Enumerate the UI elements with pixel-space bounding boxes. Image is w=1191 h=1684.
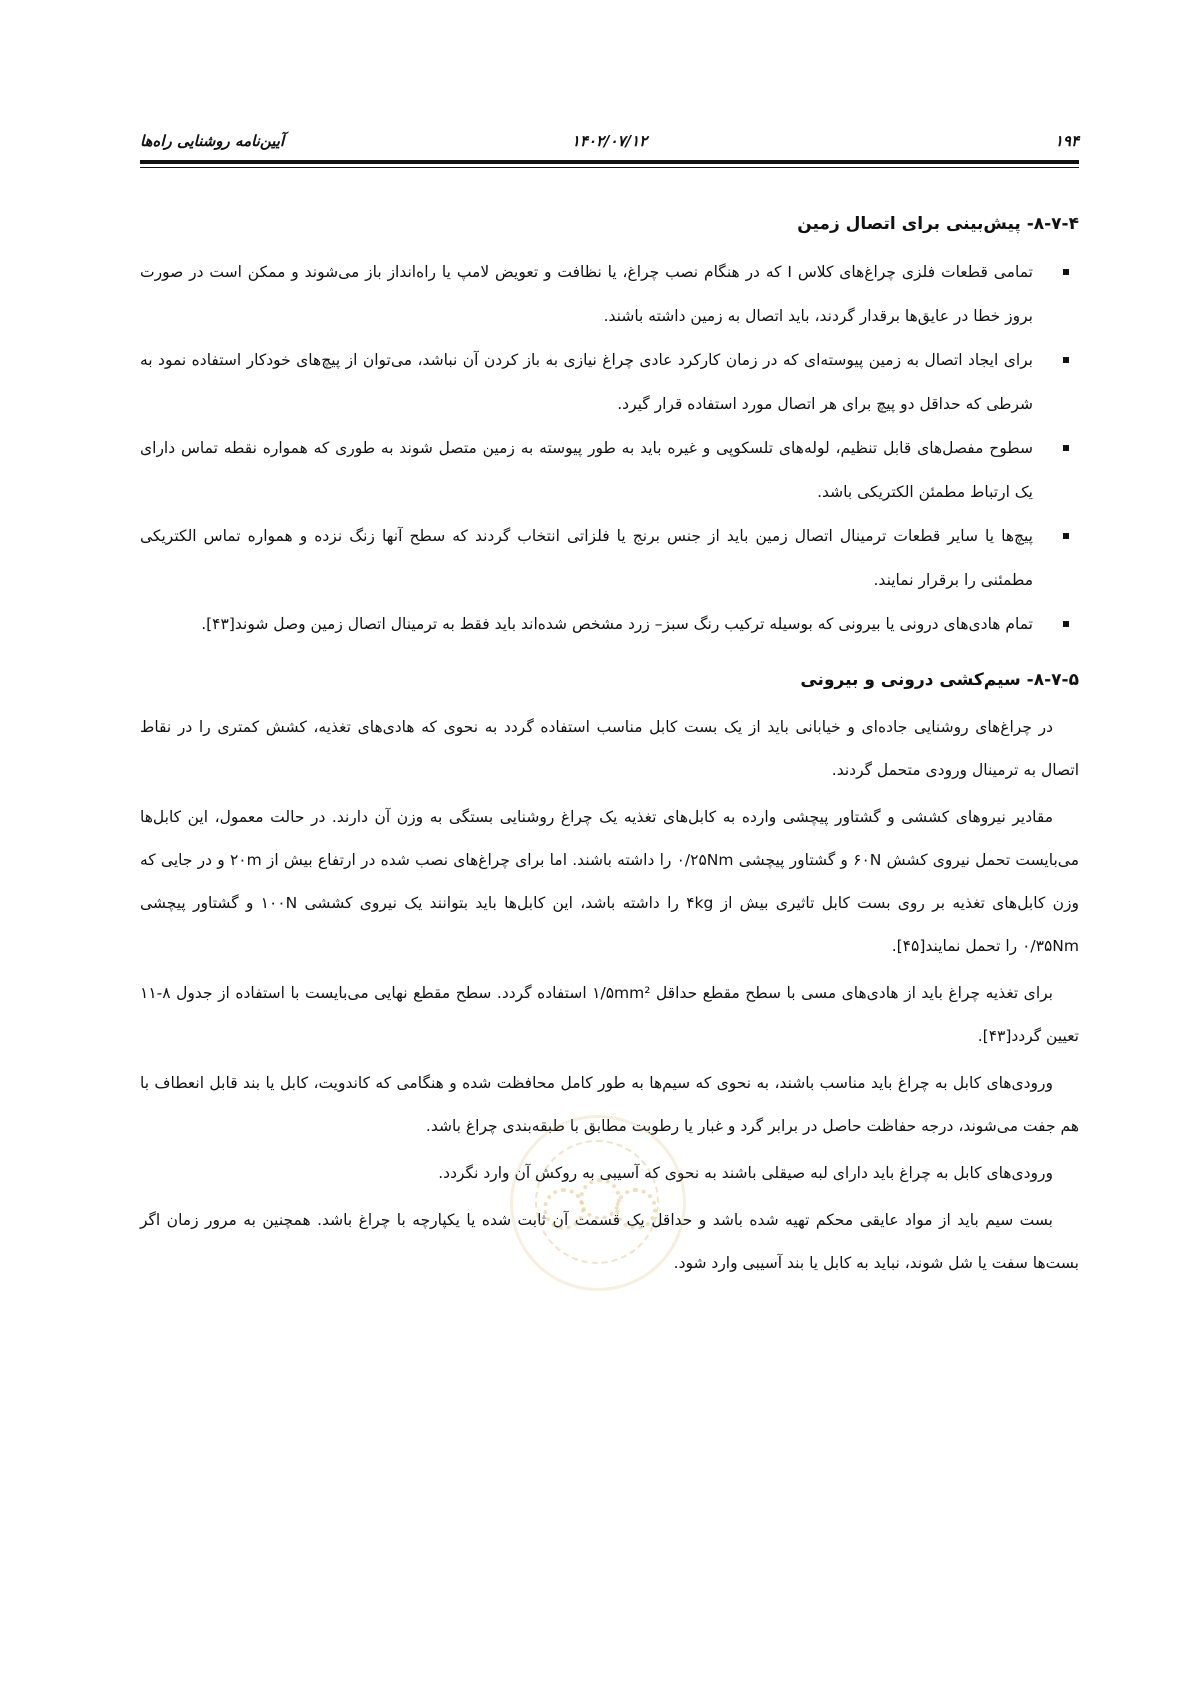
bullet-square-icon	[1063, 269, 1069, 275]
paragraph: در چراغ‌های روشنایی جاده‌ای و خیابانی باید از یک بست کابل مناسب استفاده گردد به نحوی که هادی‌های تغذیه، کشش کمتری را در نقاط اتصال به ترمینال ورودی متحمل گردند.	[140, 718, 1079, 779]
list-item-text: پیچ‌ها یا سایر قطعات ترمینال اتصال زمین باید از جنس برنج یا فلزاتی انتخاب گردند که سطح آنها زنگ نزده و همواره تماس الکتریکی مطمئنی را برقرار نمایند.	[140, 527, 1033, 589]
bullet-square-icon	[1063, 357, 1069, 363]
page-header	[140, 120, 1079, 160]
header-rule-thin	[140, 167, 1079, 168]
list-item	[140, 426, 1079, 514]
list-item-text: تمامی قطعات فلزی چراغ‌های کلاس I که در هنگام نصب چراغ، یا نظافت و تعویض لامپ یا راه‌انداز باز می‌شوند و ممکن است در صورت بروز خطا در عایق‌ها برقدار گردند، باید اتصال به زمین داشته باشند.	[140, 263, 1033, 325]
bullet-square-icon	[1063, 533, 1069, 539]
list-item-text: سطوح مفصل‌های قابل تنظیم، لوله‌های تلسکوپی و غیره باید به طور پیوسته به زمین متصل شوند به طوری که همواره نقطه تماس دارای یک ارتباط مطمئن الکتریکی باشد.	[140, 439, 1033, 501]
page-number: ۱۹۴	[1054, 132, 1079, 150]
page-content	[140, 210, 1079, 1289]
header-date: ۱۴۰۲/۰۷/۱۲	[571, 132, 648, 150]
section-heading-earthing: ۸-۷-۴- پیش‌بینی برای اتصال زمین	[797, 214, 1079, 234]
paragraph: ورودی‌های کابل به چراغ باید مناسب باشند، به نحوی که سیم‌ها به طور کامل محافظت شده و هنگامی که کاندویت، کابل یا بند قابل انعطاف با هم جفت می‌شوند، درجه حفاظت حاصل در برابر گرد و غبار یا رطوبت مطابق با طبقه‌بندی چراغ باشد.	[140, 1074, 1079, 1135]
list-item-text: تمام هادی‌های درونی یا بیرونی که بوسیله ترکیب رنگ سبز– زرد مشخص شده‌اند باید فقط به ترمینال اتصال زمین وصل شوند[۴۳].	[201, 615, 1033, 633]
list-item	[140, 338, 1079, 426]
paragraph: مقادیر نیروهای کششی و گشتاور پیچشی وارده به کابل‌های تغذیه یک چراغ روشنایی بستگی به وزن آن دارند. در حالت معمول، این کابل‌ها می‌بایست تحمل نیروی کشش ۶۰N و گشتاور پیچشی ۰/۲۵Nm را داشته باشند. اما برای چراغ‌های نصب شده در ارتفاع بیش از ۲۰m و در جایی که وزن کابل‌های تغذیه بر روی بست کابل تاثیری بیش از ۴kg را داشته باشد، این کابل‌ها باید بتوانند یک نیروی کششی ۱۰۰N و گشتاور پیچشی ۰/۳۵Nm را تحمل نمایند[۴۵].	[140, 808, 1079, 955]
list-item	[140, 250, 1079, 338]
bullet-square-icon	[1063, 621, 1069, 627]
list-item	[140, 514, 1079, 602]
header-document-title: آیین‌نامه روشنایی راه‌ها	[140, 132, 285, 150]
paragraph: بست سیم باید از مواد عایقی محکم تهیه شده باشد و حداقل یک قسمت آن ثابت شده یا یکپارچه با چراغ باشد. همچنین به مرور زمان اگر بست‌ها سفت یا شل شوند، نباید به کابل یا بند آسیبی وارد شود.	[140, 1211, 1079, 1272]
list-item	[140, 602, 1079, 646]
paragraph: برای تغذیه چراغ باید از هادی‌های مسی با سطح مقطع حداقل ۱/۵mm² استفاده گردد. سطح مقطع نهایی می‌بایست با استفاده از جدول ۸-۱۱ تعیین گردد[۴۳].	[140, 984, 1079, 1045]
header-rule-thick	[140, 160, 1079, 164]
list-item-text: برای ایجاد اتصال به زمین پیوسته‌ای که در زمان کارکرد عادی چراغ نیازی به باز کردن آن نباشد، می‌توان از پیچ‌های خودکار استفاده نمود به شرطی که حداقل دو پیچ برای هر اتصال مورد استفاده قرار گیرد.	[140, 351, 1033, 413]
bullet-square-icon	[1063, 445, 1069, 451]
paragraph: ورودی‌های کابل به چراغ باید دارای لبه صیقلی باشند به نحوی که آسیبی به روکش آن وارد نگردد.	[438, 1164, 1053, 1182]
earthing-bullet-list	[140, 250, 1079, 646]
section-heading-wiring: ۸-۷-۵- سیم‌کشی درونی و بیرونی	[800, 670, 1079, 690]
